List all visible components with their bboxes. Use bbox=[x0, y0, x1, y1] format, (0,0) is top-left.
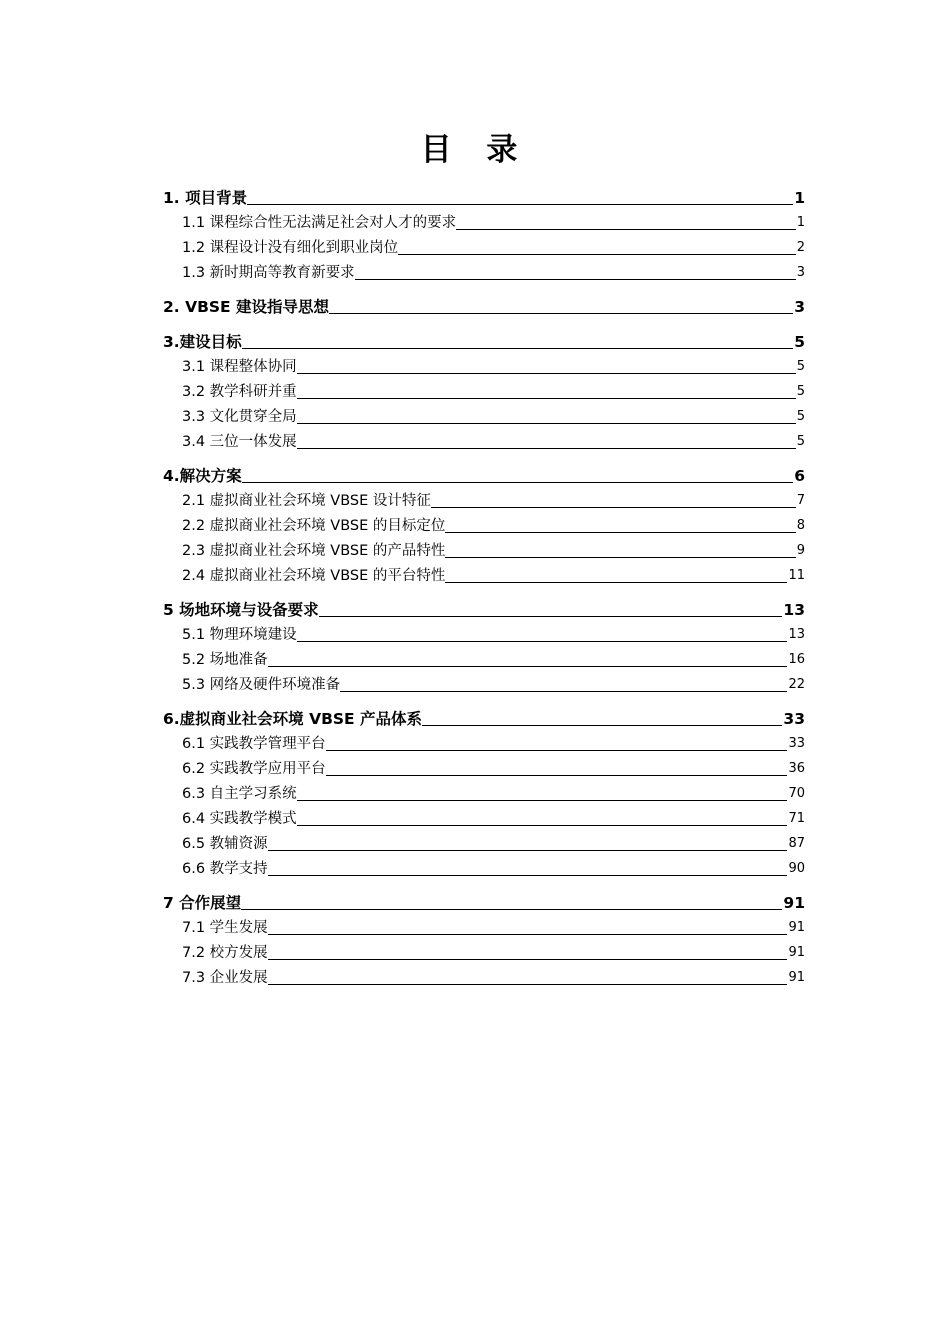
toc-entry-label: 2.3 虚拟商业社会环境 VBSE 的产品特性 bbox=[182, 543, 446, 559]
toc-entry-label: 2. VBSE 建设指导思想 bbox=[163, 298, 330, 316]
toc-section-entry[interactable] bbox=[163, 465, 805, 485]
toc-subsection-entry[interactable] bbox=[182, 356, 805, 376]
toc-entry-label: 7.1 学生发展 bbox=[182, 920, 268, 936]
toc-leader-line bbox=[241, 908, 782, 910]
toc-entry-label: 1.1 课程综合性无法满足社会对人才的要求 bbox=[182, 215, 457, 231]
toc-entry-label: 3.建设目标 bbox=[163, 333, 242, 351]
toc-leader-line bbox=[247, 203, 793, 205]
toc-page-number: 33 bbox=[783, 710, 805, 728]
toc-entry-label: 6.虚拟商业社会环境 VBSE 产品体系 bbox=[163, 710, 423, 728]
toc-subsection-entry[interactable] bbox=[182, 237, 805, 257]
toc-entry-label: 5 场地环境与设备要求 bbox=[163, 601, 319, 619]
toc-page-number: 71 bbox=[788, 811, 805, 826]
toc-subsection-entry[interactable] bbox=[182, 808, 805, 828]
toc-leader-line bbox=[456, 228, 796, 230]
toc-page-number: 6 bbox=[794, 467, 805, 485]
toc-subsection-entry[interactable] bbox=[182, 406, 805, 426]
toc-entry-label: 6.1 实践教学管理平台 bbox=[182, 736, 326, 752]
toc-section-entry[interactable] bbox=[163, 331, 805, 351]
toc-subsection-entry[interactable] bbox=[182, 967, 805, 987]
toc-leader-line bbox=[326, 774, 788, 776]
toc-subsection-entry[interactable] bbox=[182, 262, 805, 282]
toc-leader-line bbox=[297, 799, 788, 801]
toc-page-number: 91 bbox=[783, 894, 805, 912]
toc-page-number: 16 bbox=[788, 652, 805, 667]
toc-leader-line bbox=[355, 278, 796, 280]
toc-page-number: 87 bbox=[788, 836, 805, 851]
toc-leader-line bbox=[329, 312, 793, 314]
toc-page-number: 91 bbox=[788, 945, 805, 960]
toc-leader-line bbox=[445, 581, 787, 583]
toc-leader-line bbox=[297, 372, 796, 374]
toc-entry-label: 3.2 教学科研并重 bbox=[182, 384, 297, 400]
toc-leader-line bbox=[445, 556, 795, 558]
toc-subsection-entry[interactable] bbox=[182, 674, 805, 694]
toc-leader-line bbox=[297, 640, 788, 642]
toc-subsection-entry[interactable] bbox=[182, 381, 805, 401]
toc-leader-line bbox=[268, 933, 788, 935]
toc-entry-label: 7.3 企业发展 bbox=[182, 970, 268, 986]
toc-page-number: 90 bbox=[788, 861, 805, 876]
toc-subsection-entry[interactable] bbox=[182, 515, 805, 535]
toc-page-number: 22 bbox=[788, 677, 805, 692]
toc-entry-label: 1.2 课程设计没有细化到职业岗位 bbox=[182, 240, 399, 256]
toc-entry-label: 7 合作展望 bbox=[163, 894, 242, 912]
toc-leader-line bbox=[268, 983, 788, 985]
toc-subsection-entry[interactable] bbox=[182, 733, 805, 753]
toc-leader-line bbox=[297, 447, 796, 449]
toc-page-number: 9 bbox=[796, 543, 805, 558]
toc-entry-label: 6.2 实践教学应用平台 bbox=[182, 761, 326, 777]
toc-leader-line bbox=[297, 397, 796, 399]
toc-page-number: 5 bbox=[796, 409, 805, 424]
toc-entry-label: 1.3 新时期高等教育新要求 bbox=[182, 265, 355, 281]
toc-entry-label: 5.1 物理环境建设 bbox=[182, 627, 297, 643]
toc-entry-label: 3.4 三位一体发展 bbox=[182, 434, 297, 450]
toc-page-number: 36 bbox=[788, 761, 805, 776]
toc-leader-line bbox=[319, 615, 783, 617]
toc-entry-label: 5.2 场地准备 bbox=[182, 652, 268, 668]
toc-leader-line bbox=[340, 690, 787, 692]
toc-subsection-entry[interactable] bbox=[182, 540, 805, 560]
toc-leader-line bbox=[422, 724, 782, 726]
toc-entry-label: 5.3 网络及硬件环境准备 bbox=[182, 677, 341, 693]
toc-leader-line bbox=[242, 481, 794, 483]
toc-section-entry[interactable] bbox=[163, 296, 805, 316]
toc-subsection-entry[interactable] bbox=[182, 624, 805, 644]
toc-entry-label: 6.3 自主学习系统 bbox=[182, 786, 297, 802]
toc-section-entry[interactable] bbox=[163, 187, 805, 207]
toc-page-number: 5 bbox=[794, 333, 805, 351]
toc-entry-label: 7.2 校方发展 bbox=[182, 945, 268, 961]
toc-entry-label: 2.1 虚拟商业社会环境 VBSE 设计特征 bbox=[182, 493, 431, 509]
toc-page-number: 91 bbox=[788, 970, 805, 985]
toc-page-number: 5 bbox=[796, 434, 805, 449]
toc-leader-line bbox=[445, 531, 795, 533]
toc-section-entry[interactable] bbox=[163, 599, 805, 619]
toc-leader-line bbox=[242, 347, 794, 349]
toc-leader-line bbox=[268, 849, 788, 851]
toc-page-number: 33 bbox=[788, 736, 805, 751]
toc-subsection-entry[interactable] bbox=[182, 783, 805, 803]
toc-subsection-entry[interactable] bbox=[182, 431, 805, 451]
toc-entry-label: 2.4 虚拟商业社会环境 VBSE 的平台特性 bbox=[182, 568, 446, 584]
toc-entry-label: 6.5 教辅资源 bbox=[182, 836, 268, 852]
toc-entry-label: 3.1 课程整体协同 bbox=[182, 359, 297, 375]
toc-entry-label: 6.6 教学支持 bbox=[182, 861, 268, 877]
toc-leader-line bbox=[297, 824, 788, 826]
toc-section-entry[interactable] bbox=[163, 708, 805, 728]
toc-subsection-entry[interactable] bbox=[182, 490, 805, 510]
toc-page-number: 13 bbox=[788, 627, 805, 642]
toc-page-number: 13 bbox=[783, 601, 805, 619]
toc-leader-line bbox=[268, 665, 788, 667]
toc-page-number: 5 bbox=[796, 384, 805, 399]
toc-subsection-entry[interactable] bbox=[182, 917, 805, 937]
toc-leader-line bbox=[268, 958, 788, 960]
toc-subsection-entry[interactable] bbox=[182, 833, 805, 853]
toc-leader-line bbox=[268, 874, 788, 876]
toc-entry-label: 6.4 实践教学模式 bbox=[182, 811, 297, 827]
toc-entry-label: 3.3 文化贯穿全局 bbox=[182, 409, 297, 425]
toc-page-number: 7 bbox=[796, 493, 805, 508]
toc-title: 目 录 bbox=[420, 132, 530, 168]
toc-page-number: 3 bbox=[796, 265, 805, 280]
toc-leader-line bbox=[398, 253, 796, 255]
toc-entry-label: 1. 项目背景 bbox=[163, 189, 248, 207]
toc-page-number: 1 bbox=[794, 189, 805, 207]
toc-entry-label: 4.解决方案 bbox=[163, 467, 242, 485]
toc-page-number: 91 bbox=[788, 920, 805, 935]
toc-page-number: 1 bbox=[796, 215, 805, 230]
toc-subsection-entry[interactable] bbox=[182, 649, 805, 669]
toc-page-number: 70 bbox=[788, 786, 805, 801]
toc-subsection-entry[interactable] bbox=[182, 858, 805, 878]
toc-subsection-entry[interactable] bbox=[182, 758, 805, 778]
toc-subsection-entry[interactable] bbox=[182, 942, 805, 962]
toc-page-number: 8 bbox=[796, 518, 805, 533]
toc-leader-line bbox=[326, 749, 788, 751]
toc-page-number: 5 bbox=[796, 359, 805, 374]
toc-page-number: 3 bbox=[794, 298, 805, 316]
toc-leader-line bbox=[431, 506, 796, 508]
toc-subsection-entry[interactable] bbox=[182, 212, 805, 232]
toc-leader-line bbox=[297, 422, 796, 424]
toc-section-entry[interactable] bbox=[163, 892, 805, 912]
toc-page-number: 2 bbox=[796, 240, 805, 255]
toc-page-number: 11 bbox=[788, 568, 805, 583]
toc-subsection-entry[interactable] bbox=[182, 565, 805, 585]
toc-entry-label: 2.2 虚拟商业社会环境 VBSE 的目标定位 bbox=[182, 518, 446, 534]
